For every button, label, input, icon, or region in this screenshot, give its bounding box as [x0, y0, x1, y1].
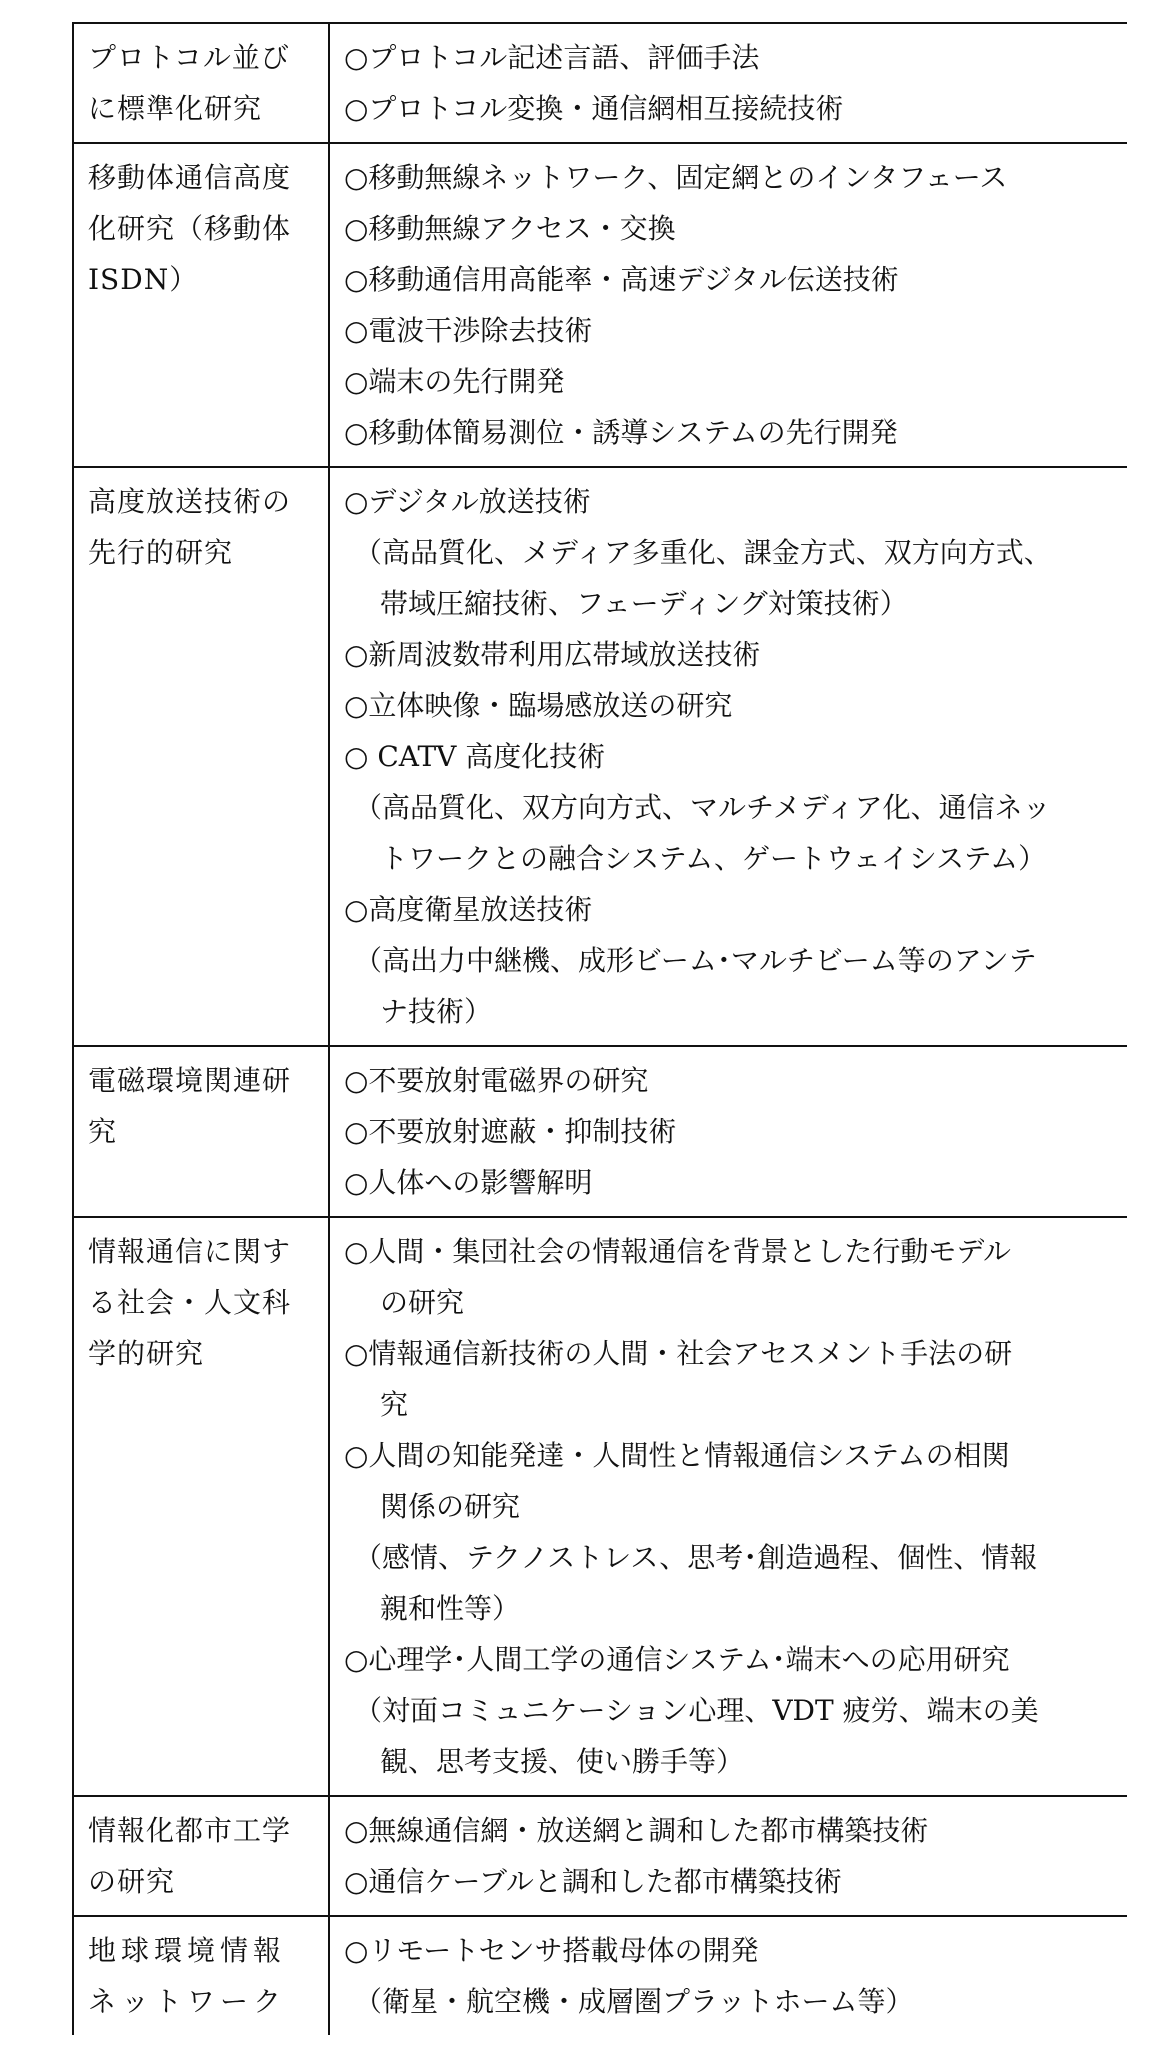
research-area-cell: [73, 1796, 329, 1916]
document-page: [72, 22, 1126, 2035]
research-area-cell: [73, 143, 329, 467]
research-item: ○プロトコル変換・通信網相互接続技術: [344, 92, 844, 125]
research-item-detail: 究: [380, 1388, 409, 1421]
research-item: ○立体映像・臨場感放送の研究: [344, 689, 733, 722]
research-area-cell: [73, 23, 329, 143]
research-item-detail: （対面コミュニケーション心理、VDT 疲労、端末の美: [354, 1694, 1039, 1727]
research-area-line: 情報化都市工学: [88, 1814, 292, 1847]
table-row: [73, 1796, 1127, 1916]
research-item-detail: （感情、テクノストレス、思考･創造過程、個性、情報: [354, 1541, 1038, 1574]
research-item: ○情報通信新技術の人間・社会アセスメント手法の研: [344, 1337, 1013, 1370]
research-item-detail: （高品質化、メディア多重化、課金方式、双方向方式、: [354, 536, 1052, 569]
research-area-line: の研究: [88, 1865, 176, 1898]
table-row: [73, 143, 1127, 467]
research-area-line: ISDN）: [88, 263, 199, 296]
table-body: [73, 23, 1127, 2035]
research-area-line: ネットワーク: [88, 1985, 287, 2018]
research-area-line: 高度放送技術の: [88, 485, 292, 518]
research-area-cell: [73, 1046, 329, 1217]
research-item: ○ CATV 高度化技術: [344, 740, 606, 773]
research-item: ○人体への影響解明: [344, 1166, 593, 1199]
research-area-cell: [73, 467, 329, 1046]
table-row: [73, 467, 1127, 1046]
research-item: ○無線通信網・放送網と調和した都市構築技術: [344, 1814, 929, 1847]
research-area-line: 先行的研究: [88, 536, 234, 569]
research-item-detail: （高品質化、双方向方式、マルチメディア化、通信ネッ: [354, 791, 1051, 824]
research-item: ○不要放射遮蔽・抑制技術: [344, 1115, 677, 1148]
research-item: ○心理学･人間工学の通信システム･端末への応用研究: [344, 1643, 1010, 1676]
research-item: ○電波干渉除去技術: [344, 314, 593, 347]
research-items-cell: [329, 1796, 1127, 1916]
research-item-detail: 親和性等）: [380, 1592, 521, 1625]
research-topics-table: [72, 22, 1127, 2035]
table-row: [73, 23, 1127, 143]
research-area-cell: [73, 1217, 329, 1796]
research-items-cell: [329, 23, 1127, 143]
research-item: ○デジタル放送技術: [344, 485, 591, 518]
research-item: ○人間の知能発達・人間性と情報通信システムの相関: [344, 1439, 1010, 1472]
research-item: ○通信ケーブルと調和した都市構築技術: [344, 1865, 842, 1898]
research-item: ○移動無線ネットワーク、固定網とのインタフェース: [344, 161, 1008, 194]
research-item-detail: 観、思考支援、使い勝手等）: [380, 1745, 745, 1778]
research-items-cell: [329, 1046, 1127, 1217]
research-item-detail: （高出力中継機、成形ビーム･マルチビーム等のアンテ: [354, 944, 1037, 977]
research-items-cell: [329, 143, 1127, 467]
research-item: ○移動通信用高能率・高速デジタル伝送技術: [344, 263, 899, 296]
research-item-detail: （衛星・航空機・成層圏プラットホーム等）: [354, 1985, 914, 2018]
table-row: [73, 1217, 1127, 1796]
research-area-line: プロトコル並び: [88, 41, 290, 74]
research-item-detail: 関係の研究: [380, 1490, 521, 1523]
research-item: ○不要放射電磁界の研究: [344, 1064, 649, 1097]
research-item-detail: 帯域圧縮技術、フェーディング対策技術）: [380, 587, 908, 620]
research-item: ○人間・集団社会の情報通信を背景とした行動モデル: [344, 1235, 1012, 1268]
research-item: ○高度衛星放送技術: [344, 893, 593, 926]
research-area-line: 情報通信に関す: [88, 1235, 292, 1268]
table-row: [73, 1916, 1127, 2035]
research-area-line: る社会・人文科: [88, 1286, 292, 1319]
research-area-line: に標準化研究: [88, 92, 263, 125]
research-item-detail: ナ技術）: [380, 995, 493, 1028]
research-area-line: 究: [88, 1115, 118, 1148]
research-item: ○新周波数帯利用広帯域放送技術: [344, 638, 761, 671]
research-item-detail: トワークとの融合システム、ゲートウェイシステム）: [380, 842, 1047, 875]
research-area-line: 電磁環境関連研: [88, 1064, 292, 1097]
research-area-line: 学的研究: [88, 1337, 205, 1370]
research-items-cell: [329, 467, 1127, 1046]
research-items-cell: [329, 1916, 1127, 2035]
research-items-cell: [329, 1217, 1127, 1796]
research-area-line: 地球環境情報: [88, 1934, 287, 1967]
table-row: [73, 1046, 1127, 1217]
research-area-line: 移動体通信高度: [88, 161, 292, 194]
research-item: ○リモートセンサ搭載母体の開発: [344, 1934, 759, 1967]
research-area-line: 化研究（移動体: [88, 212, 292, 245]
research-item: ○移動無線アクセス・交換: [344, 212, 676, 245]
research-area-cell: [73, 1916, 329, 2035]
research-item-detail: の研究: [380, 1286, 465, 1319]
research-item: ○移動体簡易測位・誘導システムの先行開発: [344, 416, 898, 449]
research-item: ○プロトコル記述言語、評価手法: [344, 41, 760, 74]
research-item: ○端末の先行開発: [344, 365, 565, 398]
